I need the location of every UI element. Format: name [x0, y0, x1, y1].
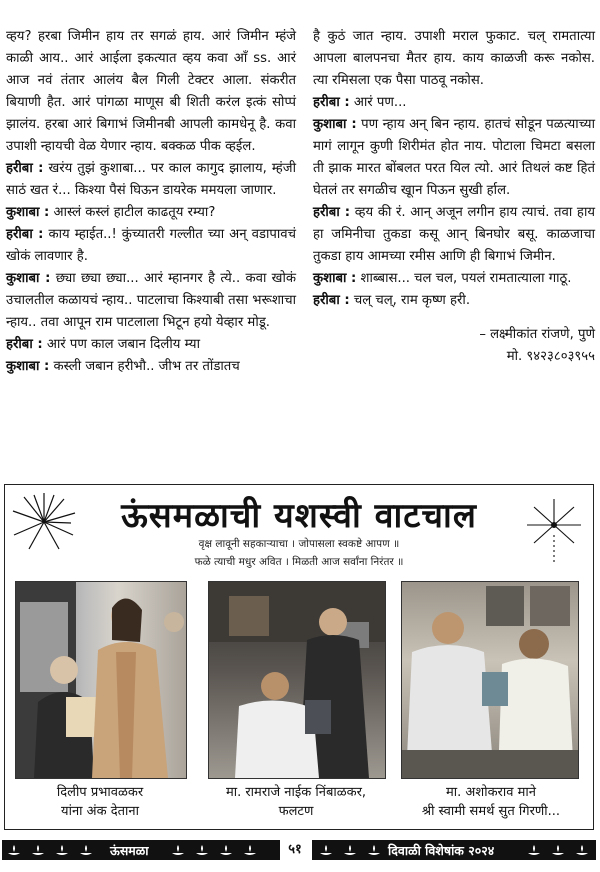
- author-phone: मो. ९४२३८०३९५५: [506, 349, 595, 364]
- photo-illustration: [209, 582, 385, 778]
- dialogue-line: [6, 202, 296, 224]
- speaker-name: हरीबा :: [313, 95, 350, 110]
- banner-subtitle: वृक्ष लावूनी सहकाऱ्याचा । जोपासला स्वकष्टे आपण ॥: [198, 538, 400, 550]
- dialogue-line: [313, 290, 595, 312]
- dialogue-text: पण न्हाय अन् बिन न्हाय. हातचं सोडून पळत्याच्या मागं लागून कुणी शिरीमंत होत नाय. पोटाला चिमटा बसला ती झाक मारत बोंबलत परत यिल त्यो. आरं तिथलं कष्ट हितं घेतलं तर सगळीच खूान पिऊन सुखी र्हाल.: [313, 117, 595, 198]
- speaker-name: कुशाबा :: [313, 117, 357, 132]
- dialogue-line: [6, 268, 296, 334]
- photo-illustration: [16, 582, 186, 778]
- speaker-name: हरीबा :: [6, 337, 43, 352]
- photo-caption: दिलीप प्रभावळकर यांना अंक देताना: [56, 785, 144, 819]
- diya-icon: [526, 843, 592, 857]
- footer-bar-left: [2, 840, 304, 860]
- photo: [401, 581, 579, 779]
- photo: [15, 581, 187, 779]
- speaker-name: हरीबा :: [6, 227, 44, 242]
- footer-bar-right: [312, 840, 596, 860]
- speaker-name: हरीबा :: [6, 161, 44, 176]
- dialogue-line: [6, 158, 296, 202]
- dialogue-line: [313, 268, 595, 290]
- diya-icon: [318, 843, 388, 857]
- dialogue-line: [6, 334, 296, 356]
- author-signature: – लक्ष्मीकांत रांजणे, पुणे: [479, 327, 595, 342]
- dialogue-text: काय म्हाईत..! कुंच्यातरी गल्लीत च्या अन् वडापावचं खोकं लावणार है.: [6, 227, 296, 264]
- paragraph: व्हय? हरबा जिमीन हाय तर सगळं हाय. आरं जिमीन म्हंजे काळी आय.. आरं आईला इकत्यात व्हय कवा आँ ss. आरं आज नवं तंतार आलंय बैल गिली टेक्टर आला. संकरीत बियाणी हैत. आरं पांगळा माणूस बी शिती करंल इत्कं सोप्पं झालंय. हरबा आरं बिगाभं जिमीनबी आपली कामधेनू है. कवा उपाशी न्हायची वेळ येणार न्हाय. बक्कळ पीक व्हईल.: [6, 29, 296, 154]
- dialogue-line: [313, 114, 595, 202]
- dialogue-line: [6, 356, 296, 378]
- dialogue-text: कस्ली जबान हरीभौ.. जीभ तर तोंडातच: [49, 359, 240, 374]
- dialogue-text: आरं पण...: [349, 95, 407, 110]
- photo: [208, 581, 386, 779]
- diya-icon: [170, 843, 280, 857]
- banner-title: ऊंसमळाची यशस्वी वाटचाल: [121, 496, 477, 536]
- speaker-name: कुशाबा :: [6, 359, 50, 374]
- dialogue-text: खरंय तुझं कुशाबा... पर काल कागुद झालाय, म्हंजी साठं खत रं... किश्या पैसं घिऊन डायरेक ममयला जाणार.: [6, 161, 296, 198]
- speaker-name: कुशाबा :: [6, 271, 51, 286]
- photo-caption: मा. रामराजे नाईक निंबाळकर, फलटण: [225, 785, 367, 819]
- footer-issue-title: दिवाळी विशेषांक २०२४: [388, 843, 495, 858]
- banner-box: [4, 484, 594, 830]
- dialogue-text: चल् चल्, राम कृष्ण हरी.: [349, 293, 471, 308]
- dialogue-line: [6, 224, 296, 268]
- speaker-name: हरीबा :: [313, 205, 351, 220]
- dialogue-text: आरं पण काल जबान दिलीय म्या: [42, 337, 200, 352]
- speaker-name: कुशाबा :: [313, 271, 357, 286]
- photo-illustration: [402, 582, 578, 778]
- dialogue-text: छ्या छ्या छ्या... आरं म्हानगर है त्ये.. कवा खोकं उचालतील कळायचं न्हाय.. पाटलाचा किश्याबी तसा भरूशाचा न्हाय.. तवा आपून राम पाटलाला भिटून हयो येव्हार मोडू.: [6, 271, 296, 330]
- dialogue-line: [313, 202, 595, 268]
- paragraph: है कुठं जात न्हाय. उपाशी मराल फुकाट. चल् रामतात्या आपला बालपनचा मैतर हाय. काय काळजी करू नकोस. त्या रमिसला एक पैसा पाठवू नकोस.: [313, 29, 595, 88]
- dialogue-text: आस्लं कस्लं हाटील काढतूय रम्या?: [49, 205, 216, 220]
- page-number: ५१: [280, 840, 310, 860]
- right-text-column: [313, 26, 595, 368]
- dialogue-text: व्हय की रं. आन् अजून लगीन हाय त्याचं. तवा हाय हा जमिनीचा तुकडा कसू आन् बिनघोर बसू. काळजाचा तुकडा हाय आमच्या रमीस आणि ही बिगाभं जिमीन.: [313, 205, 596, 264]
- footer-magazine-name: ऊंसमळा: [110, 843, 149, 858]
- left-text-column: [6, 26, 296, 378]
- dialogue-line: [313, 92, 595, 114]
- page-footer: [2, 840, 596, 860]
- speaker-name: हरीबा :: [313, 293, 350, 308]
- banner-subtitle: फळे त्याची मधुर अवित । मिळती आज सर्वांना निरंतर ॥: [194, 556, 404, 568]
- photo-caption: मा. अशोकराव माने श्री स्वामी समर्थ सुत गिरणी...: [421, 785, 561, 819]
- diya-icon: [6, 843, 96, 857]
- speaker-name: कुशाबा :: [6, 205, 50, 220]
- dialogue-text: शाब्बास... चल चल, पयलं रामतात्याला गाठू.: [356, 271, 572, 286]
